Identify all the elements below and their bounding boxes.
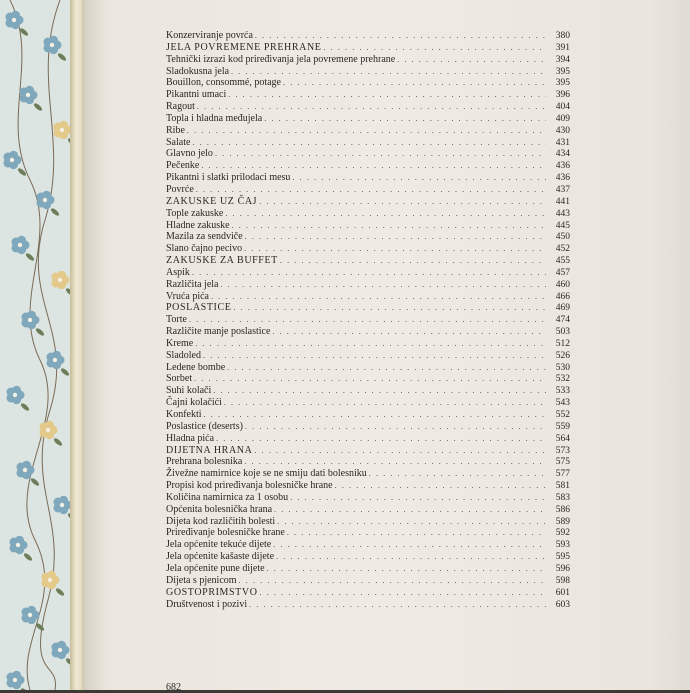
toc-entry — [166, 54, 570, 66]
dot-leader — [197, 101, 546, 113]
toc-entry-title: JELA POVREMENE PREHRANE — [166, 41, 322, 53]
toc-entry-page: 595 — [555, 552, 570, 563]
toc-entry-page: 455 — [555, 256, 570, 267]
toc-entry-title: Prehrana bolesnika — [166, 456, 243, 468]
toc-entry — [166, 66, 570, 78]
toc-entry-title: Hladna pića — [166, 432, 215, 444]
toc-entry-page: 559 — [555, 421, 570, 432]
toc-entry — [166, 30, 570, 42]
toc-entry-page: 395 — [555, 78, 570, 89]
toc-entry — [166, 291, 570, 303]
dot-leader — [204, 409, 546, 421]
toc-section-heading — [166, 42, 570, 54]
dot-leader — [231, 66, 546, 78]
dot-leader — [397, 54, 546, 66]
dot-leader — [194, 373, 546, 385]
toc-entry — [166, 421, 570, 433]
toc-entry — [166, 492, 570, 504]
dot-leader — [283, 77, 546, 89]
toc-entry-title: Propisi kod priređivanja bolesničke hrane — [166, 480, 333, 492]
toc-entry-title: Torte — [166, 314, 187, 326]
page-shadow — [650, 0, 690, 690]
toc-entry-title: Različite manje poslastice — [166, 326, 271, 338]
toc-entry-page: 474 — [555, 315, 570, 326]
toc-entry-page: 394 — [555, 54, 570, 65]
toc-entry — [166, 599, 570, 611]
toc-section-heading — [166, 302, 570, 314]
toc-entry — [166, 575, 570, 587]
dot-leader — [213, 385, 546, 397]
dot-leader — [227, 362, 546, 374]
toc-entry-title: Različita jela — [166, 278, 219, 290]
toc-entry-page: 452 — [555, 244, 570, 255]
toc-entry-title: Pečenke — [166, 160, 200, 172]
toc-entry — [166, 101, 570, 113]
toc-entry-title: Sorbet — [166, 373, 193, 385]
toc-entry-page: 601 — [555, 587, 570, 598]
toc-entry-page: 564 — [555, 433, 570, 444]
toc-entry-title: Poslastice (deserts) — [166, 420, 243, 432]
toc-entry-page: 573 — [555, 445, 570, 456]
toc-entry-title: Društvenost i pozivi — [166, 598, 248, 610]
toc-entry — [166, 231, 570, 243]
toc-entry-page: 552 — [555, 410, 570, 420]
dot-leader — [290, 492, 546, 504]
dot-leader — [189, 314, 546, 326]
toc-entry-page: 434 — [555, 149, 570, 160]
dot-leader — [264, 113, 546, 125]
toc-entry-title: Čajni kolačići — [166, 397, 222, 409]
toc-entry-page: 577 — [555, 469, 570, 480]
toc-entry-title: Mazila za sendviče — [166, 231, 243, 243]
toc-entry-title: Ragout — [166, 101, 195, 113]
toc-entry-page: 533 — [555, 386, 570, 397]
toc-entry — [166, 160, 570, 172]
dot-leader — [260, 587, 546, 599]
toc-entry-page: 430 — [555, 125, 570, 136]
dot-leader — [187, 125, 546, 137]
toc-entry-title: Ribe — [166, 124, 185, 136]
toc-entry-title: Jela općenite pune dijete — [166, 562, 265, 574]
dot-leader — [216, 433, 546, 445]
dot-leader — [192, 137, 546, 149]
toc-entry-title: Povrće — [166, 183, 194, 195]
toc-entry — [166, 433, 570, 445]
toc-entry — [166, 125, 570, 137]
dot-leader — [232, 220, 546, 232]
toc-entry — [166, 456, 570, 468]
dot-leader — [245, 231, 546, 243]
toc-entry-title: Glavno jelo — [166, 148, 213, 160]
toc-entry-page: 443 — [555, 208, 570, 219]
dot-leader — [233, 302, 546, 314]
toc-entry-title: Količina namirnica za 1 osobu — [166, 491, 289, 503]
toc-entry-page: 431 — [555, 137, 570, 148]
toc-entry-title: Živežne namirnice koje se ne smiju dati bolesniku — [166, 468, 367, 480]
toc-entry — [166, 350, 570, 362]
toc-entry — [166, 527, 570, 539]
toc-entry-title: Konzerviranje povrća — [166, 30, 253, 41]
dot-leader — [369, 468, 546, 480]
toc-entry-title: Jela općenite tekuće dijete — [166, 539, 272, 551]
dot-leader — [203, 350, 546, 362]
toc-entry-title: Konfekti — [166, 409, 202, 420]
toc-entry-page: 589 — [555, 516, 570, 527]
toc-entry-title: DIJETNA HRANA — [166, 444, 253, 456]
toc-entry — [166, 504, 570, 516]
dot-leader — [254, 445, 546, 457]
dot-leader — [287, 527, 546, 539]
table-of-contents — [166, 30, 570, 610]
toc-entry — [166, 208, 570, 220]
toc-entry — [166, 397, 570, 409]
toc-section-heading — [166, 196, 570, 208]
toc-entry — [166, 326, 570, 338]
dot-leader — [259, 196, 546, 208]
toc-entry — [166, 362, 570, 374]
toc-entry-title: Topla i hladna međujela — [166, 112, 263, 124]
toc-entry-title: ZAKUSKE UZ ČAJ — [166, 195, 258, 207]
toc-entry-title: Sladokusna jela — [166, 65, 230, 77]
toc-entry-title: Pikantni umaci — [166, 89, 227, 101]
toc-entry — [166, 373, 570, 385]
toc-entry-title: Slano čajno pecivo — [166, 243, 243, 255]
toc-entry-title: POSLASTICE — [166, 302, 232, 314]
toc-section-heading — [166, 255, 570, 267]
dot-leader — [244, 243, 546, 255]
toc-entry-page: 404 — [555, 102, 570, 113]
dot-leader — [239, 575, 546, 587]
toc-entry-title: Kreme — [166, 337, 194, 349]
dot-leader — [211, 291, 546, 303]
toc-entry-page: 575 — [555, 457, 570, 468]
toc-entry-page: 598 — [555, 575, 570, 586]
toc-entry-title: Salate — [166, 136, 191, 148]
toc-entry — [166, 338, 570, 350]
toc-entry — [166, 243, 570, 255]
toc-entry — [166, 409, 570, 421]
toc-entry-page: 592 — [555, 528, 570, 539]
toc-section-heading — [166, 445, 570, 457]
dot-leader — [273, 539, 546, 551]
toc-entry-title: Tehnički izrazi kod priređivanja jela povremene prehrane — [166, 53, 396, 65]
toc-entry-title: Vruća pića — [166, 290, 209, 302]
toc-entry-page: 445 — [555, 220, 570, 231]
toc-entry-title: Hladne zakuske — [166, 219, 230, 231]
toc-entry-page: 530 — [555, 362, 570, 373]
dot-leader — [267, 563, 546, 575]
dot-leader — [201, 160, 546, 172]
toc-entry-page: 460 — [555, 279, 570, 290]
toc-entry-page: 391 — [555, 42, 570, 53]
dot-leader — [220, 279, 546, 291]
toc-entry-page: 526 — [555, 350, 570, 361]
dot-leader — [323, 42, 546, 54]
toc-entry — [166, 89, 570, 101]
toc-entry-page: 395 — [555, 66, 570, 77]
dot-leader — [225, 208, 546, 220]
toc-entry-title: GOSTOPRIMSTVO — [166, 586, 258, 598]
toc-entry-page: 436 — [555, 161, 570, 172]
toc-entry-page: 583 — [555, 492, 570, 503]
toc-entry-page: 532 — [555, 374, 570, 385]
toc-entry — [166, 563, 570, 575]
toc-entry-page: 437 — [555, 184, 570, 195]
toc-entry-page: 380 — [555, 31, 570, 41]
toc-entry — [166, 77, 570, 89]
toc-entry-title: Dijeta s pjenicom — [166, 574, 237, 586]
toc-entry-page: 409 — [555, 113, 570, 124]
dot-leader — [195, 338, 546, 350]
toc-entry-title: ZAKUSKE ZA BUFFET — [166, 255, 278, 267]
dot-leader — [249, 599, 546, 611]
toc-entry — [166, 385, 570, 397]
toc-entry — [166, 148, 570, 160]
dot-leader — [292, 172, 546, 184]
toc-entry-page: 450 — [555, 232, 570, 243]
toc-entry-title: Bouillon, consommé, potage — [166, 77, 281, 89]
toc-entry — [166, 172, 570, 184]
toc-entry — [166, 539, 570, 551]
dot-leader — [277, 516, 546, 528]
toc-entry — [166, 551, 570, 563]
toc-entry-title: Pikantni i slatki prilodaci mesu — [166, 172, 291, 184]
dot-leader — [224, 397, 546, 409]
dot-leader — [272, 326, 546, 338]
toc-entry-page: 596 — [555, 563, 570, 574]
toc-entry — [166, 267, 570, 279]
toc-entry-title: Općenita bolesnička hrana — [166, 503, 273, 515]
dot-leader — [228, 89, 546, 101]
toc-entry-page: 512 — [555, 338, 570, 349]
toc-entry-title: Tople zakuske — [166, 207, 224, 219]
toc-entry — [166, 184, 570, 196]
toc-entry-page: 586 — [555, 504, 570, 515]
toc-entry-page: 457 — [555, 267, 570, 278]
toc-entry-page: 436 — [555, 173, 570, 184]
dot-leader — [245, 421, 546, 433]
toc-entry-title: Dijeta kod različitih bolesti — [166, 515, 276, 527]
dot-leader — [192, 267, 546, 279]
dot-leader — [335, 480, 546, 492]
toc-entry — [166, 137, 570, 149]
toc-entry — [166, 279, 570, 291]
toc-entry-page: 503 — [555, 327, 570, 338]
dot-leader — [280, 255, 546, 267]
dot-leader — [244, 456, 546, 468]
dot-leader — [276, 551, 546, 563]
page-number: 682 — [166, 682, 181, 693]
toc-entry — [166, 468, 570, 480]
toc-entry — [166, 516, 570, 528]
dot-leader — [196, 184, 546, 196]
toc-entry-title: Jela općenite kašaste dijete — [166, 551, 275, 563]
toc-entry — [166, 113, 570, 125]
toc-entry-page: 441 — [555, 196, 570, 207]
toc-entry-page: 543 — [555, 398, 570, 409]
toc-entry-title: Suhi kolači — [166, 385, 212, 397]
toc-entry-title: Ledene bombe — [166, 361, 226, 373]
toc-entry-page: 469 — [555, 303, 570, 314]
toc-entry-page: 603 — [555, 599, 570, 610]
toc-section-heading — [166, 587, 570, 599]
toc-entry-title: Sladoled — [166, 349, 201, 361]
toc-entry-page: 593 — [555, 540, 570, 551]
dot-leader — [215, 148, 546, 160]
toc-entry — [166, 314, 570, 326]
toc-entry — [166, 220, 570, 232]
toc-entry — [166, 480, 570, 492]
toc-entry-title: Aspik — [166, 266, 190, 278]
dot-leader — [274, 504, 546, 516]
toc-entry-page: 396 — [555, 90, 570, 101]
toc-entry-page: 581 — [555, 481, 570, 492]
dot-leader — [255, 30, 546, 42]
toc-entry-title: Priređivanje bolesničke hrane — [166, 527, 285, 539]
toc-entry-page: 466 — [555, 291, 570, 302]
